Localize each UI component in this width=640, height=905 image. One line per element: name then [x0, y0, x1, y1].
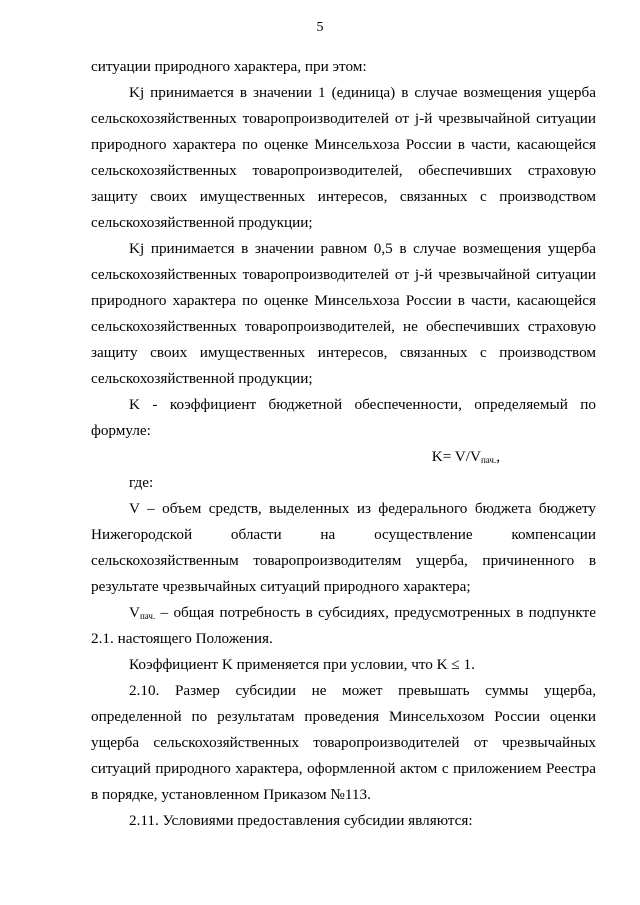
paragraph-kj-05: Kj принимается в значении равном 0,5 в случае возмещения ущерба сельскохозяйственных товаропроизводителей от j-й чрезвычайной ситуации природного характера по оценке Минсельхоза России в части, касающейся сельскохозяйственных товаропроизводителей, не обеспечивших страховую защиту своих имущественных интересов, связанных с производством сельскохозяйственной продукции; — [91, 240, 596, 387]
document-body — [91, 54, 596, 834]
paragraph-v-definition: V – объем средств, выделенных из федерального бюджета бюджету Нижегородской области на осуществление компенсации сельскохозяйственным товаропроизводителям ущерба, причиненного в результате чрезвычайных ситуаций природного характера; — [91, 500, 596, 595]
vpach-symbol: V — [129, 604, 140, 621]
formula-suffix: , — [496, 448, 500, 465]
clause-2-10: 2.10. Размер субсидии не может превышать суммы ущерба, определенной по результатам проведения Минсельхозом России оценки ущерба сельскохозяйственных товаропроизводителей от чрезвычайных ситуаций природного характера, оформленной актом с приложением Реестра в порядке, установленном Приказом №113. — [91, 682, 596, 803]
paragraph-k-definition: K - коэффициент бюджетной обеспеченности, определяемый по формуле: — [91, 396, 596, 439]
formula-subscript: пач. — [480, 455, 497, 465]
paragraph-intro: ситуации природного характера, при этом: — [91, 58, 367, 75]
formula-k — [91, 444, 596, 470]
paragraph-vpach-definition — [91, 600, 596, 652]
clause-2-11: 2.11. Условиями предоставления субсидии являются: — [129, 812, 473, 829]
where-label: где: — [129, 474, 154, 491]
formula-main: K= V/V — [431, 448, 481, 465]
page-number: 5 — [316, 20, 324, 35]
paragraph-kj-1: Kj принимается в значении 1 (единица) в случае возмещения ущерба сельскохозяйственных товаропроизводителей от j-й чрезвычайной ситуации природного характера по оценке Минсельхоза России в части, касающейся сельскохозяйственных товаропроизводителей, обеспечивших страховую защиту своих имущественных интересов, связанных с производством сельскохозяйственной продукции; — [91, 84, 596, 231]
vpach-text: – общая потребность в субсидиях, предусмотренных в подпункте 2.1. настоящего Положения. — [91, 604, 596, 647]
paragraph-coef-condition: Коэффициент K применяется при условии, что K ≤ 1. — [129, 656, 475, 673]
vpach-subscript: пач. — [139, 611, 156, 621]
